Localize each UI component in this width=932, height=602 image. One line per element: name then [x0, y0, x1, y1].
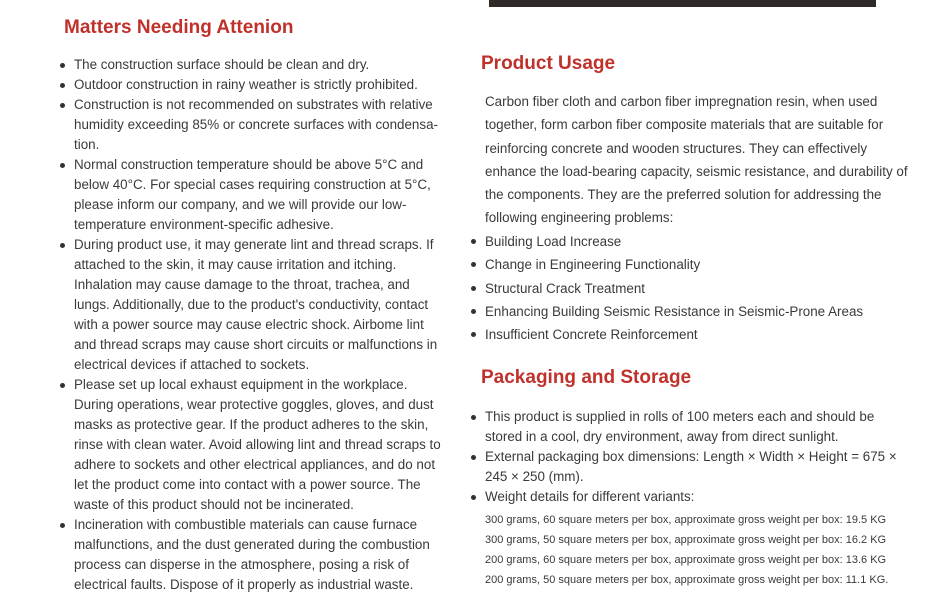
list-item: The construction surface should be clean and dry.	[60, 55, 446, 75]
packaging-heading: Packaging and Storage	[481, 367, 692, 388]
bullet-icon	[60, 523, 65, 528]
matters-heading: Matters Needing Attenion	[64, 17, 294, 38]
list-item: Change in Engineering Functionality	[471, 253, 911, 276]
usage-list	[471, 230, 911, 346]
list-item: Please set up local exhaust equipment in the workplace. During operations, wear protective goggles, gloves, and dust masks as protective gear. If the product adheres to the skin, rinse with clean water. Avoid allowing lint and thread scraps to adhere to sockets and other electrical appliances, and do not let the product come into contact with a power source. The waste of this product should not be incinerated.	[60, 375, 446, 515]
bullet-icon	[471, 239, 476, 244]
list-item: During product use, it may generate lint and thread scraps. If attached to the skin, it may cause irritation and itching. Inhalation may cause damage to the throat, trachea, and lungs. Additionally, due to the product's conductivity, contact with a power source may cause electric shock. Airbome lint and thread scraps may cause short circuits or malfunctions in electrical devices if attached to sockets.	[60, 235, 446, 375]
list-item: External packaging box dimensions: Length × Width × Height = 675 × 245 × 250 (mm).	[471, 447, 911, 487]
list-item: Building Load Increase	[471, 230, 911, 253]
list-item: Incineration with combustible materials can cause furnace malfunctions, and the dust generated during the combustion process can disperse in the atmosphere, posing a risk of electrical faults. Dispose of it properly as industrial waste.	[60, 515, 446, 595]
bullet-icon	[60, 103, 65, 108]
bullet-icon	[60, 243, 65, 248]
bullet-icon	[471, 495, 476, 500]
bullet-icon	[60, 83, 65, 88]
weight-line: 200 grams, 50 square meters per box, approximate gross weight per box: 11.1 KG.	[485, 574, 889, 586]
bullet-icon	[471, 262, 476, 267]
bullet-icon	[60, 163, 65, 168]
list-item: Insufficient Concrete Reinforcement	[471, 323, 911, 346]
weight-line: 300 grams, 60 square meters per box, approximate gross weight per box: 19.5 KG	[485, 514, 887, 526]
bullet-icon	[471, 332, 476, 337]
list-item: Weight details for different variants:	[471, 487, 911, 507]
product-usage-intro: Carbon fiber cloth and carbon fiber impregnation resin, when used together, form carbon fiber composite materials that are suitable for reinforcing concrete and wooden structures. They can effectively enhance the load-bearing capacity, seismic resistance, and durability of the components. They are the preferred solution for addressing the following engineering problems:	[485, 94, 908, 226]
packaging-list	[471, 407, 911, 507]
list-item: Normal construction temperature should be above 5°C and below 40°C. For special cases requiring construction at 5°C, please inform our company, and we will provide our low-temperature environment-specific adhesive.	[60, 155, 446, 235]
bullet-icon	[471, 415, 476, 420]
list-item: Structural Crack Treatment	[471, 277, 911, 300]
weight-details	[485, 510, 888, 590]
list-item: This product is supplied in rolls of 100 meters each and should be stored in a cool, dry environment, away from direct sunlight.	[471, 407, 911, 447]
list-item: Construction is not recommended on substrates with relative humidity exceeding 85% or concrete surfaces with condensa-tion.	[60, 95, 446, 155]
product-usage-heading: Product Usage	[481, 53, 616, 74]
list-item: Outdoor construction in rainy weather is strictly prohibited.	[60, 75, 446, 95]
bullet-icon	[60, 383, 65, 388]
list-item: Enhancing Building Seismic Resistance in Seismic-Prone Areas	[471, 300, 911, 323]
bullet-icon	[471, 309, 476, 314]
weight-line: 200 grams, 60 square meters per box, approximate gross weight per box: 13.6 KG	[485, 554, 887, 566]
matters-list	[60, 55, 446, 595]
bullet-icon	[471, 455, 476, 460]
product-photo-strip	[489, 0, 876, 7]
bullet-icon	[471, 286, 476, 291]
bullet-icon	[60, 63, 65, 68]
weight-line: 300 grams, 50 square meters per box, approximate gross weight per box: 16.2 KG	[485, 534, 887, 546]
